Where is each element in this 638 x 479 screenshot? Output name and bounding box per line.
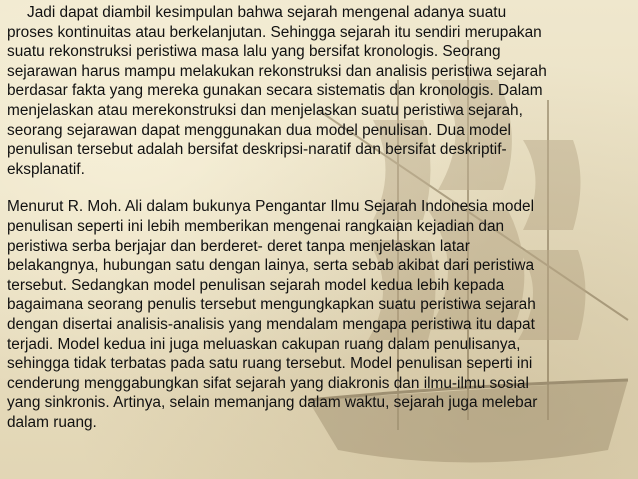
text-line: tersebut. Sedangkan model penulisan sejarah model kedua lebih kepada	[7, 276, 505, 294]
text-line: berdasar fakta yang mereka gunakan secara sistematis dan kronologis. Dalam	[7, 82, 543, 100]
text-line: peristiwa serba berjajar dan berderet- deret tanpa menjelaskan latar	[7, 237, 470, 255]
text-line: penulisan seperti ini lebih memberikan mengenai rangkaian kejadian dan	[7, 217, 505, 235]
body-text	[7, 3, 633, 432]
text-line: suatu rekonstruksi peristiwa masa lalu yang bersifat kronologis. Seorang	[7, 43, 501, 61]
paragraph-spacer	[7, 179, 633, 197]
text-line: seorang sejarawan dapat menggunakan dua model penulisan. Dua model	[7, 121, 511, 139]
paragraph-1	[7, 3, 633, 179]
text-line: cenderung menggabungkan sifat sejarah yang diakronis dan ilmu-ilmu sosial	[7, 374, 529, 392]
text-line: belakangnya, hubungan satu dengan lainya, serta sebab akibat dari peristiwa	[7, 257, 535, 275]
text-line: eksplanatif.	[7, 160, 85, 178]
text-line: yang sinkronis. Artinya, selain memanjang dalam waktu, sejarah juga melebar	[7, 394, 538, 412]
text-line: proses kontinuitas atau berkelanjutan. Sehingga sejarah itu sendiri merupakan	[7, 23, 542, 41]
text-line: dengan disertai analisis-analisis yang mendalam mengapa peristiwa itu dapat	[7, 315, 535, 333]
text-line: sejarawan harus mampu melakukan rekonstruksi dan analisis peristiwa sejarah	[7, 62, 547, 80]
text-line: sehingga tidak terbatas pada satu ruang tersebut. Model penulisan seperti ini	[7, 355, 533, 373]
text-line: terjadi. Model kedua ini juga meluaskan cakupan ruang dalam penulisanya,	[7, 335, 521, 353]
paragraph-2	[7, 197, 633, 432]
text-line: menjelaskan atau merekonstruksi dan menjelaskan suatu peristiwa sejarah,	[7, 101, 523, 119]
text-line: penulisan tersebut adalah bersifat deskripsi-naratif dan bersifat deskriptif-	[7, 141, 507, 159]
text-line: Menurut R. Moh. Ali dalam bukunya Pengantar Ilmu Sejarah Indonesia model	[7, 198, 535, 216]
text-line: dalam ruang.	[7, 413, 97, 431]
text-line	[7, 3, 633, 23]
text-line: bagaimana seorang penulis tersebut mengungkapkan suatu peristiwa sejarah	[7, 296, 536, 314]
line-text: Jadi dapat diambil kesimpulan bahwa sejarah mengenal adanya suatu	[27, 4, 507, 21]
